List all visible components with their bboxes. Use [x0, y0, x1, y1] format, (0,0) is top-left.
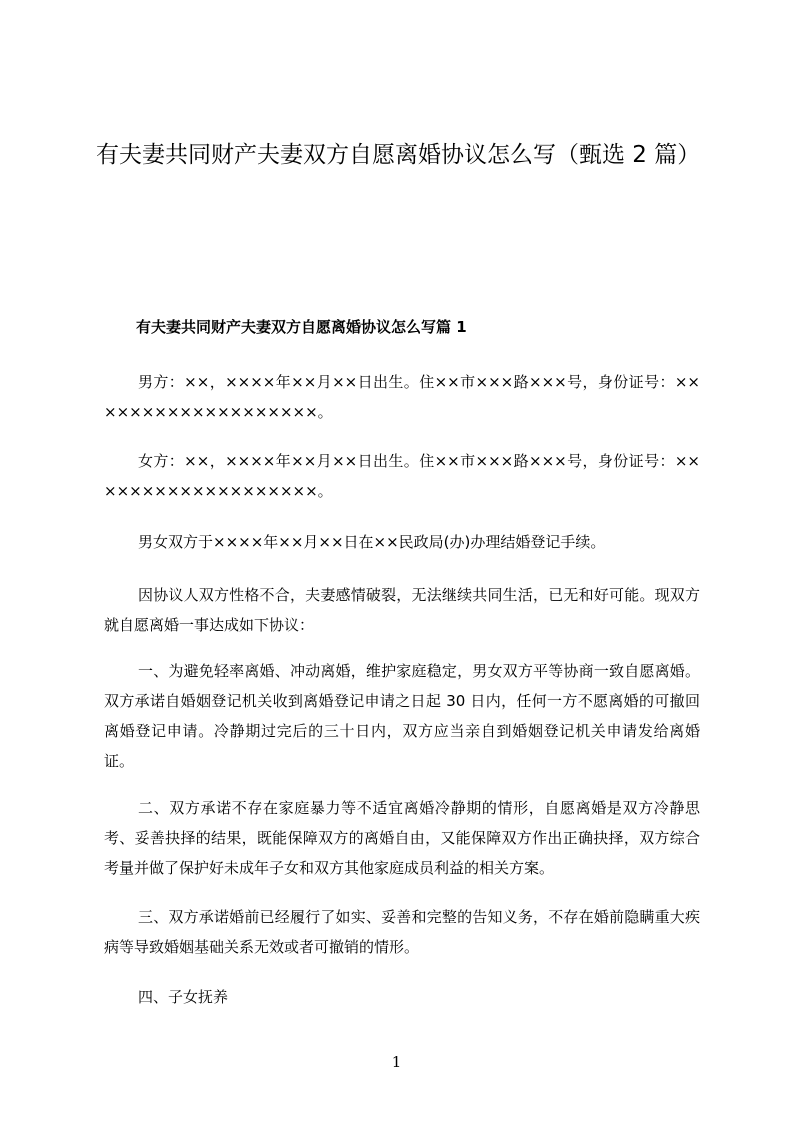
paragraph-clause-1: 一、为避免轻率离婚、冲动离婚，维护家庭稳定，男女双方平等协商一致自愿离婚。双方承诺自婚姻登记机关收到离婚登记申请之日起 30 日内，任何一方不愿离婚的可撤回离婚登记申请。冷静期过完后的三十日内，双方应当亲自到婚姻登记机关申请发给离婚证。 [104, 662, 700, 770]
paragraph-clause-3: 三、双方承诺婚前已经履行了如实、妥善和完整的告知义务，不存在婚前隐瞒重大疾病等导致婚姻基础关系无效或者可撤销的情形。 [104, 908, 700, 956]
section-heading: 有夫妻共同财产夫妻双方自愿离婚协议怎么写篇 1 [136, 318, 467, 336]
page-number: 1 [391, 1053, 402, 1071]
document-title: 有夫妻共同财产夫妻双方自愿离婚协议怎么写（甄选 2 篇） [96, 142, 701, 168]
paragraph-marriage-registration: 男女双方于××××年××月××日在××民政局(办)办理结婚登记手续。 [138, 533, 606, 551]
paragraph-female-party: 女方：××，××××年××月××日出生。住××市×××路×××号，身份证号：×××××××××××××××××××。 [104, 452, 700, 500]
paragraph-clause-2: 二、双方承诺不存在家庭暴力等不适宜离婚冷静期的情形，自愿离婚是双方冷静思考、妥善抉择的结果，既能保障双方的离婚自由，又能保障双方作出正确抉择，双方综合考量并做了保护好未成年子女和双方其他家庭成员利益的相关方案。 [104, 799, 700, 877]
paragraph-clause-4: 四、子女抚养 [138, 988, 229, 1006]
paragraph-reason: 因协议人双方性格不合，夫妻感情破裂，无法继续共同生活，已无和好可能。现双方就自愿离婚一事达成如下协议： [104, 586, 700, 634]
paragraph-male-party: 男方：××，××××年××月××日出生。住××市×××路×××号，身份证号：×××××××××××××××××××。 [104, 373, 700, 421]
